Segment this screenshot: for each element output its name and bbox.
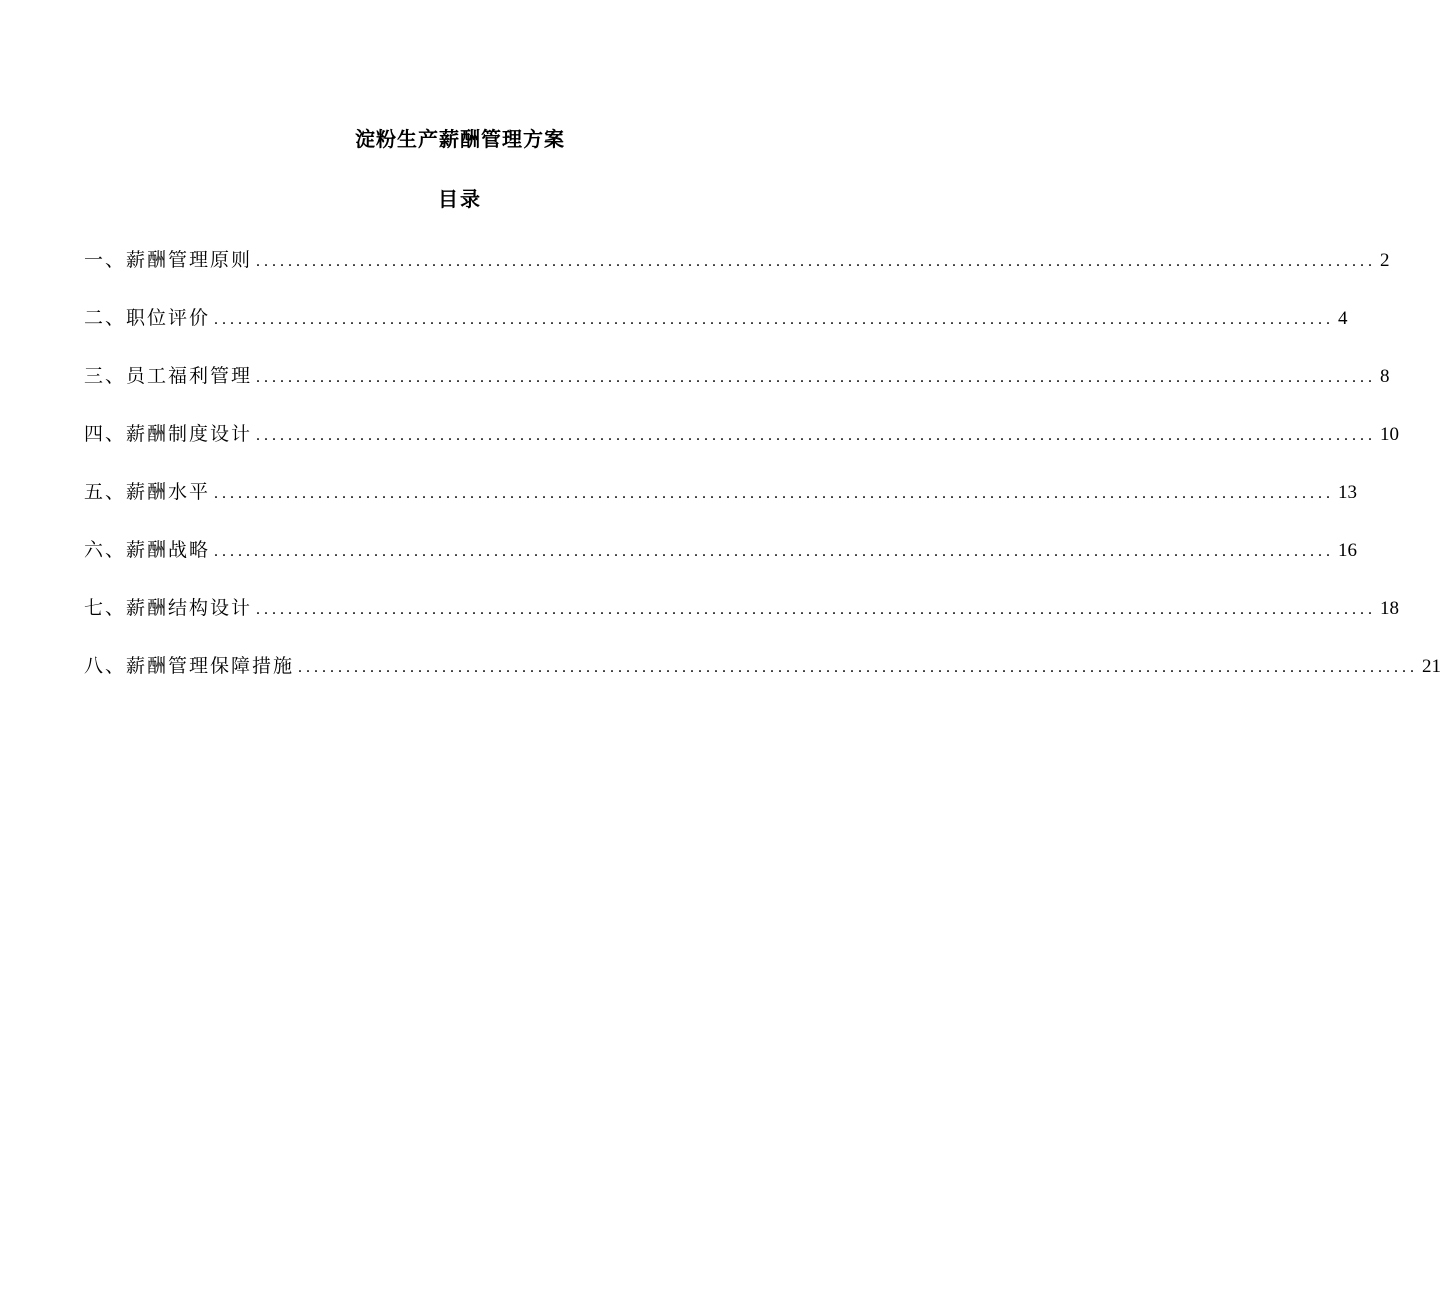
table-of-contents xyxy=(84,243,1441,707)
toc-dot-leader: ............................................................................................................................................ xyxy=(256,253,1377,270)
toc-entry[interactable] xyxy=(84,243,1390,301)
toc-entry-label: 六、薪酬战略 xyxy=(84,539,211,561)
toc-entry[interactable] xyxy=(84,417,1400,475)
toc-entry-page: 4 xyxy=(1338,308,1348,329)
toc-entry-page: 8 xyxy=(1380,366,1390,387)
toc-dot-leader: ............................................................................................................................................ xyxy=(298,659,1419,676)
toc-entry-label: 八、薪酬管理保障措施 xyxy=(84,655,295,677)
document-title: 淀粉生产薪酬管理方案 xyxy=(355,127,565,151)
toc-dot-leader: ............................................................................................................................................ xyxy=(256,427,1377,444)
toc-entry-page: 2 xyxy=(1380,250,1390,271)
toc-entry-label: 四、薪酬制度设计 xyxy=(84,423,253,445)
toc-dot-leader: ............................................................................................................................................ xyxy=(256,369,1377,386)
toc-entry-label: 一、薪酬管理原则 xyxy=(84,249,253,271)
toc-entry-label: 三、员工福利管理 xyxy=(84,365,253,387)
toc-entry[interactable] xyxy=(84,359,1390,417)
toc-entry-page: 10 xyxy=(1380,424,1400,445)
toc-heading: 目录 xyxy=(438,187,482,211)
toc-entry-label: 五、薪酬水平 xyxy=(84,481,211,503)
toc-entry[interactable] xyxy=(84,533,1358,591)
toc-entry-page: 21 xyxy=(1422,656,1441,677)
toc-entry-label: 二、职位评价 xyxy=(84,307,211,329)
toc-dot-leader: ............................................................................................................................................ xyxy=(256,601,1377,618)
toc-dot-leader: ............................................................................................................................................ xyxy=(214,485,1335,502)
toc-entry-page: 13 xyxy=(1338,482,1358,503)
toc-entry-label: 七、薪酬结构设计 xyxy=(84,597,253,619)
toc-entry[interactable] xyxy=(84,301,1348,359)
toc-entry-page: 16 xyxy=(1338,540,1358,561)
toc-dot-leader: ............................................................................................................................................ xyxy=(214,543,1335,560)
toc-entry[interactable] xyxy=(84,649,1441,707)
toc-entry[interactable] xyxy=(84,591,1400,649)
toc-entry-page: 18 xyxy=(1380,598,1400,619)
toc-entry[interactable] xyxy=(84,475,1358,533)
toc-dot-leader: ............................................................................................................................................ xyxy=(214,311,1335,328)
